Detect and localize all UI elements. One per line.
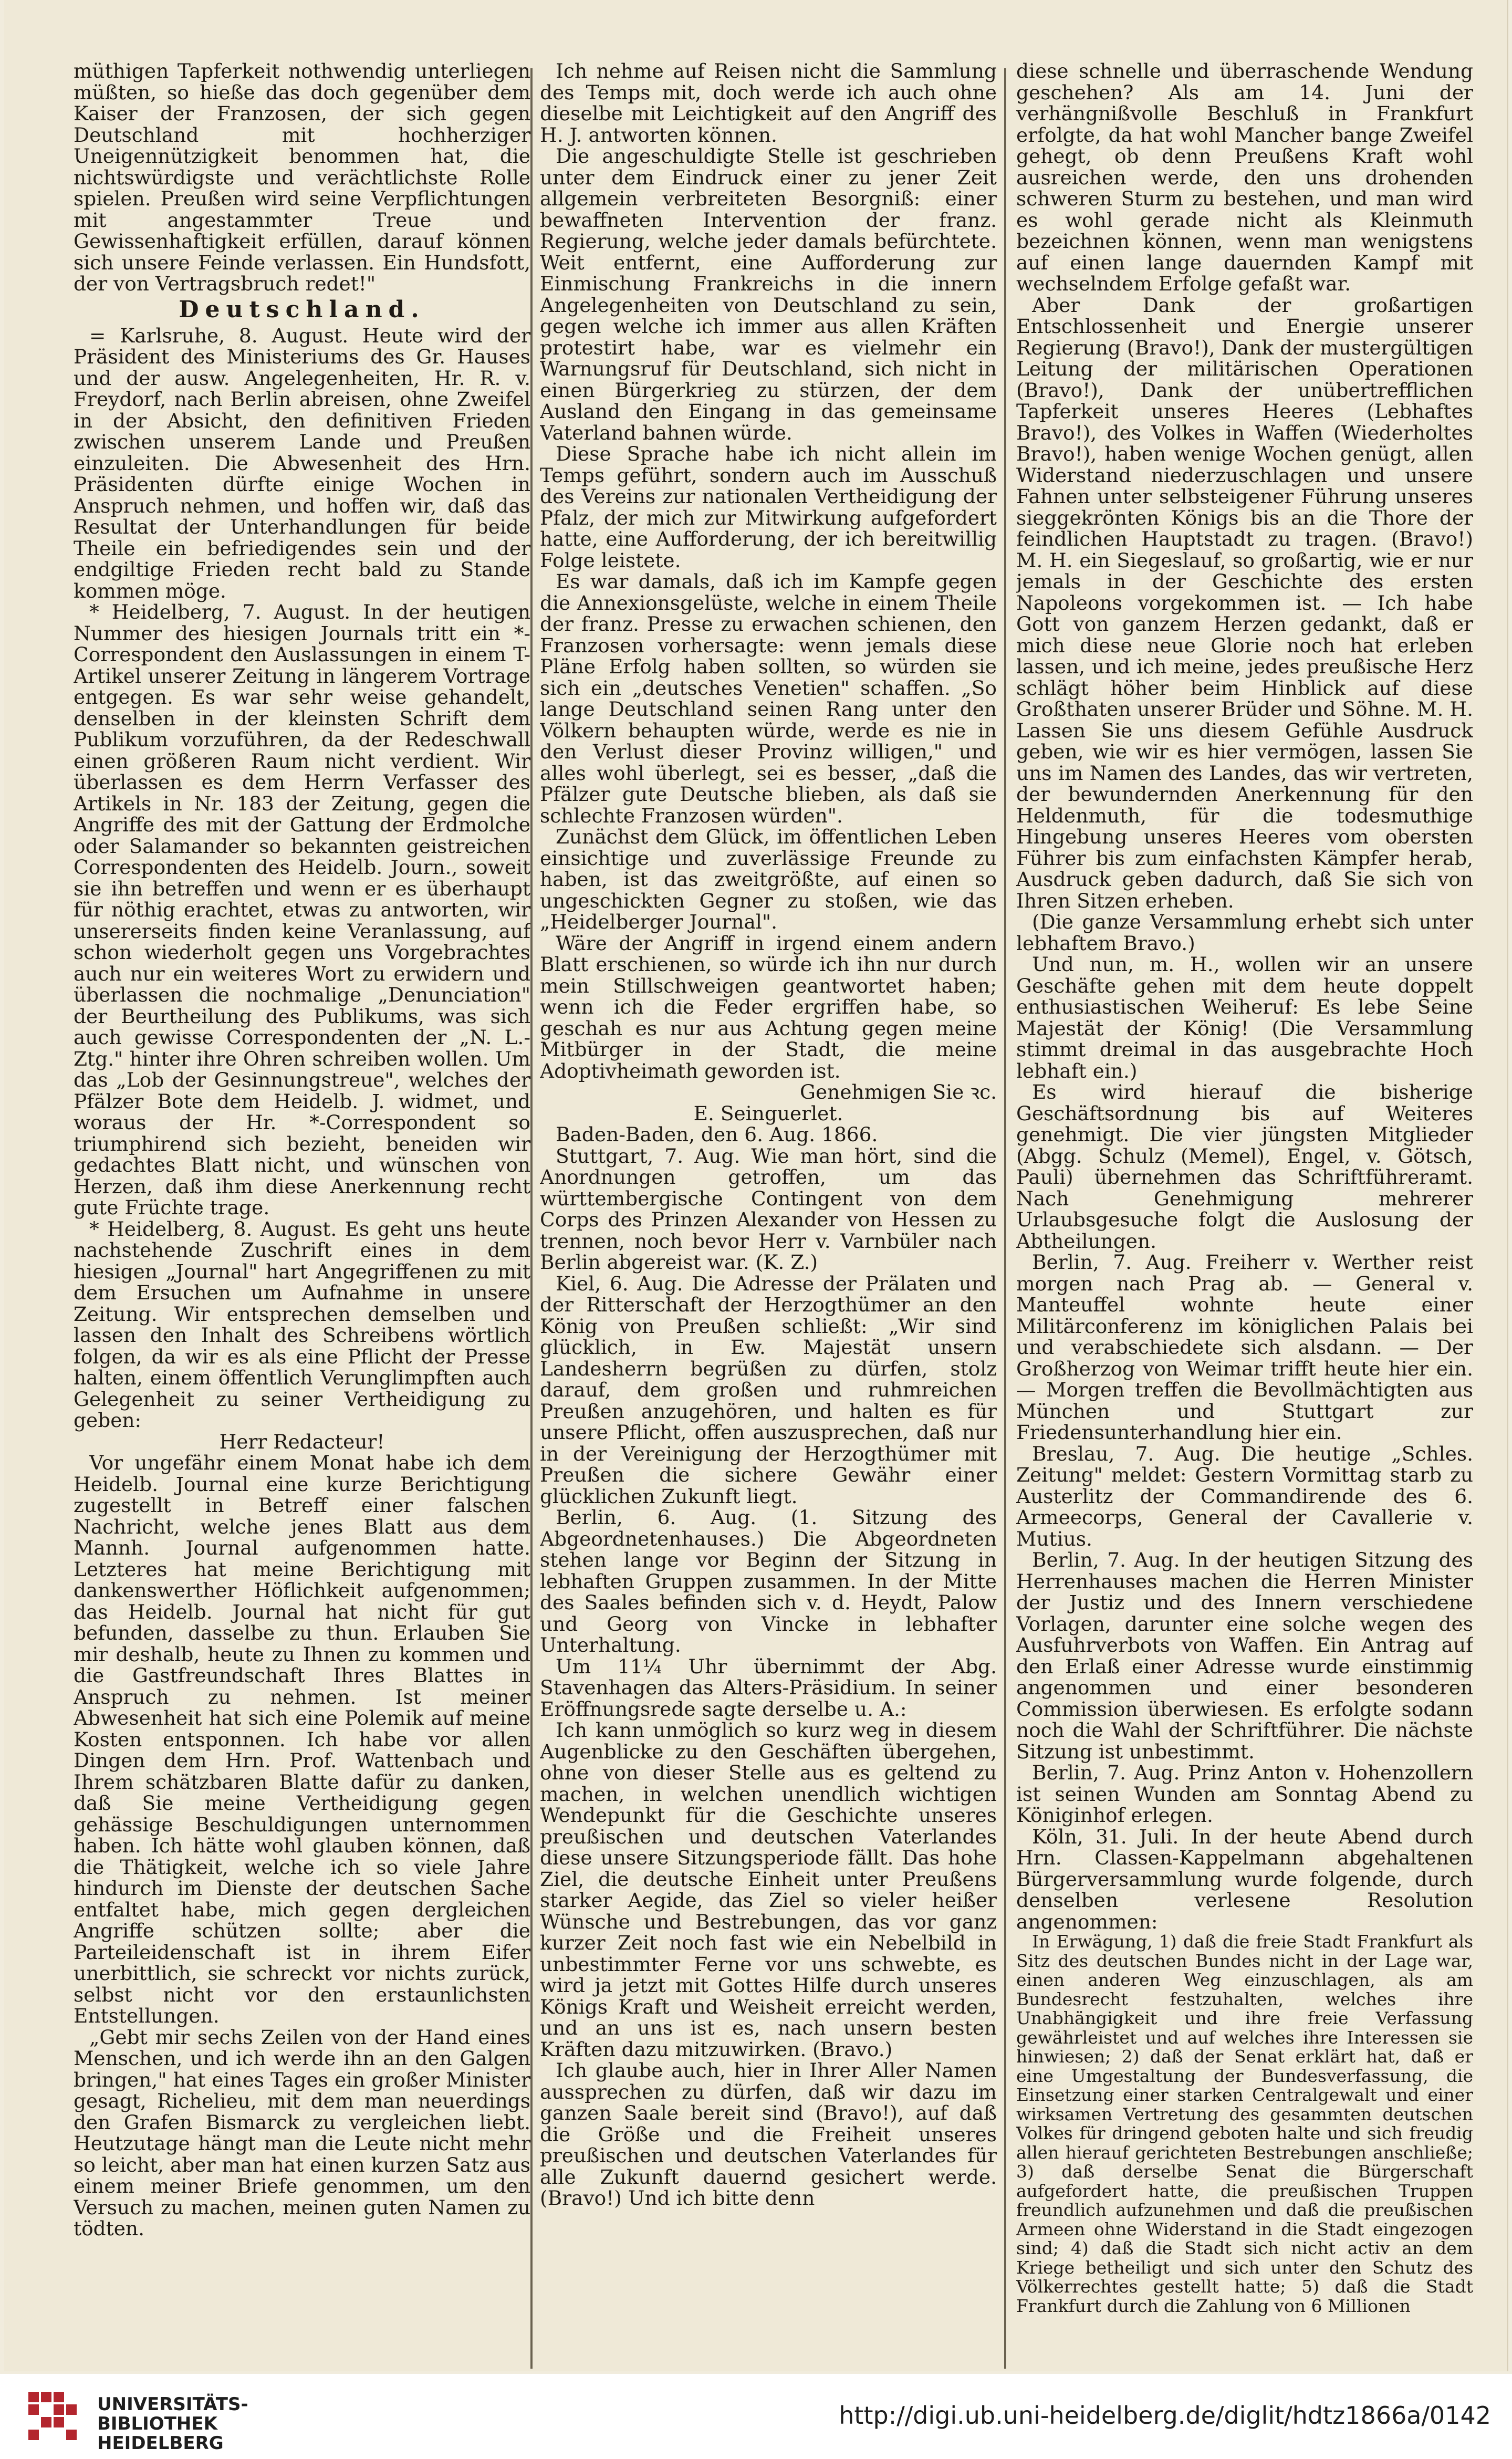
library-name-line: HEIDELBERG — [97, 2433, 224, 2454]
letter-dateline: Baden-Baden, den 6. Aug. 1866. — [556, 1123, 878, 1146]
article-paragraph: Und nun, m. H., wollen wir an unsere Geschäfte gehen mit dem heute doppelt enthusiastischen Weiheruf: Es lebe Seine Majestät der König! (Die Versammlung stimmt dreimal in das ausgebrachte Hoch lebhaft ein.) — [1016, 953, 1473, 1082]
article-paragraph: Um 11¼ Uhr übernimmt der Abg. Stavenhagen das Alters-Präsidium. In seiner Eröffnungsrede sagte derselbe u. A.: — [540, 1654, 997, 1721]
article-paragraph: Die angeschuldigte Stelle ist geschrieben unter dem Eindruck einer zu jener Zeit allgemein verbreiteten Besorgniß: einer bewaffneten Intervention der franz. Regierung, welche jeder damals befürchtete. Weit entfernt, eine Aufforderung zur Einmischung Frankreichs in die innern Angelegenheiten von Deutschland zu sein, gegen welche ich immer aus allen Kräften protestirt habe, war es vielmehr ein Warnungsruf für Deutschland, sich nicht in einen Bürgerkrieg zu stürzen, der dem Ausland den Eingang in das gemeinsame Vaterland bahnen würde. — [540, 144, 997, 444]
article-paragraph: Berlin, 6. Aug. (1. Sitzung des Abgeordnetenhauses.) Die Abgeordneten stehen lange vor Beginn der Sitzung in lebhaften Gruppen zusammen. In der Mitte des Saales befinden sich v. d. Heydt, Palow und Georg von Vincke in lebhafter Unterhaltung. — [540, 1506, 997, 1656]
article-paragraph: Kiel, 6. Aug. Die Adresse der Prälaten und der Ritterschaft der Herzogthümer an den König von Preußen schließt: „Wir sind glücklich, in Ew. Majestät unsern Landesherrn begrüßen zu dürfen, stolz darauf, dem großen und ruhmreichen Preußen anzugehören, und halten es für unsere Pflicht, offen auszusprechen, daß nur in der Vereinigung der Herzogthümer mit Preußen die sichere Gewähr einer glücklichen Zukunft liegt. — [540, 1272, 997, 1508]
article-paragraph: Ich glaube auch, hier in Ihrer Aller Namen aussprechen zu dürfen, daß wir dazu im ganzen Saale bereit sind (Bravo!), auf daß die Größe und die Freiheit unseres preußischen und deutschen Vaterlandes für alle Zukunft dauernd gesichert werde. (Bravo!) Und ich bitte denn — [540, 2059, 997, 2210]
column-divider — [530, 68, 533, 2369]
page-url-link[interactable]: http://digi.ub.uni-heidelberg.de/diglit/hdtz1866a/0142 — [839, 2401, 1491, 2430]
article-paragraph: Ich nehme auf Reisen nicht die Sammlung des Temps mit, doch werde ich auch ohne dieselbe mit Leichtigkeit auf den Angriff des H. J. antworten können. — [540, 60, 997, 147]
text-column-2 — [540, 60, 997, 2361]
library-name-line: UNIVERSITÄTS- — [97, 2394, 248, 2415]
article-paragraph: Vor ungefähr einem Monat habe ich dem Heidelb. Journal eine kurze Berichtigung zugestellt in Betreff einer falschen Nachricht, welche jenes Blatt aus dem Mannh. Journal aufgenommen hatte. Letzteres hat meine Berichtigung mit dankenswerther Höflichkeit aufgenommen; das Heidelb. Journal hat nicht für gut befunden, dasselbe zu thun. Erlauben Sie mir deshalb, heute zu Ihnen zu kommen und die Gastfreundschaft Ihres Blattes in Anspruch zu nehmen. Ist meiner Abwesenheit hat sich eine Polemik auf meine Kosten entsponnen. Ich habe vor allen Dingen dem Hrn. Prof. Wattenbach und Ihrem schätzbaren Blatte dafür zu danken, daß Sie meine Vertheidigung gegen gehässige Beschuldigungen unternommen haben. Ich hätte wohl glauben können, daß die Thätigkeit, welche ich so viele Jahre hindurch im Dienste der deutschen Sache entfaltet habe, mich gegen dergleichen Angriffe schützen sollte; aber die Parteileidenschaft ist in ihrem Eifer unerbittlich, sie schreckt vor nichts zurück, selbst nicht vor den erstaunlichsten Entstellungen. — [74, 1451, 530, 2027]
article-paragraph: Wäre der Angriff in irgend einem andern Blatt erschienen, so würde ich ihn nur durch mein Stillschweigen geantwortet haben; wenn ich die Feder ergriffen habe, so geschah es nur aus Achtung gegen meine Mitbürger in der Stadt, die meine Adoptivheimath geworden ist. — [540, 931, 997, 1082]
article-paragraph: Köln, 31. Juli. In der heute Abend durch Hrn. Classen-Kappelmann abgehaltenen Bürgerversammlung wurde folgende, durch denselben verlesene Resolution angenommen: — [1016, 1825, 1473, 1933]
digitization-footer — [0, 2374, 1512, 2459]
article-paragraph: Es wird hierauf die bisherige Geschäftsordnung bis auf Weiteres genehmigt. Die vier jüngsten Mitglieder (Abgg. Schulz (Memel), Engel, v. Götsch, Pauli) übernehmen das Schriftführeramt. Nach Genehmigung mehrerer Urlaubsgesuche folgt die Auslosung der Abtheilungen. — [1016, 1080, 1473, 1253]
article-paragraph: Berlin, 7. Aug. Freiherr v. Werther reist morgen nach Prag ab. — General v. Manteuffel wohnte heute einer Militärconferenz im königlichen Palais bei und verabschiedete sich alsdann. — Der Großherzog von Weimar trifft heute hier ein. — Morgen treffen die Bevollmächtigten aus München und Stuttgart zur Friedensunterhandlung hier ein. — [1016, 1251, 1473, 1444]
article-paragraph: Berlin, 7. Aug. In der heutigen Sitzung des Herrenhauses machen die Herren Minister der Justiz und des Innern verschiedene Vorlagen, darunter eine solche wegen des Ausfuhrverbots von Waffen. Ein Antrag auf den Erlaß einer Adresse wurde einstimmig angenommen und einer besonderen Commission überwiesen. Es erfolgte sodann noch die Wahl der Schriftführer. Die nächste Sitzung ist unbestimmt. — [1016, 1548, 1473, 1763]
library-logo-icon — [21, 2384, 83, 2446]
library-name-line: BIBLIOTHEK — [97, 2413, 217, 2434]
article-paragraph: Es war damals, daß ich im Kampfe gegen die Annexionsgelüste, welche in einem Theile der franz. Presse zu erwachen schienen, den Franzosen vorhersagte: wenn jemals diese Pläne Erfolg haben sollten, so würden sie sich ein „deutsches Venetien" schaffen. „So lange Deutschland seinen Rang unter den Völkern behaupten würde, werde es nie in den Verlust dieser Provinz willigen," und alles wohl überlegt, sei es besser, „daß die Pfälzer gute Deutsche blieben, als daß sie schlechte Franzosen würden". — [540, 570, 997, 827]
article-paragraph: * Heidelberg, 7. August. In der heutigen Nummer des hiesigen Journals tritt ein *-Correspondent den Auslassungen in einem T-Artikel unserer Zeitung in längerem Vortrage entgegen. Es war sehr weise gehandelt, denselben in der kleinsten Schrift dem Publikum vorzuführen, da der Redeschwall einen größeren Raum nicht verdient. Wir überlassen es dem Herrn Verfasser des Artikels in Nr. 183 der Zeitung, gegen die Angriffe des mit der Gattung der Erdmolche oder Salamander so bekannten geistreichen Correspondenten des Heidelb. Journ., soweit sie ihn betreffen und wenn er es überhaupt für nöthig erachtet, etwas zu antworten, wir unsererseits finden keine Veranlassung, auf schon wiederholt gegen uns Vorgebrachtes auch nur ein weiteres Wort zu erwidern und überlassen die nochmalige „Denunciation" der Beurtheilung des Publikums, was sich auch gewisse Correspondenten der „N. L.-Ztg." hinter ihre Ohren schreiben wollen. Um das „Lob der Gesinnungstreue", welches der Pfälzer Bote dem Heidelb. J. widmet, und woraus der Hr. *-Correspondent so triumphirend sich bezieht, beneiden wir gedachtes Blatt nicht, und wünschen von Herzen, daß ihm diese Anerkennung recht gute Früchte trage. — [74, 600, 530, 1219]
letter-signature: E. Seinguerlet. — [693, 1101, 843, 1125]
article-paragraph: Breslau, 7. Aug. Die heutige „Schles. Zeitung" meldet: Gestern Vormittag starb zu Austerlitz der Commandirende des 6. Armeecorps, General der Cavallerie v. Mutius. — [1016, 1442, 1473, 1550]
resolution-text: In Erwägung, 1) daß die freie Stadt Frankfurt als Sitz des deutschen Bundes nicht in der Lage war, einen anderen Weg einzuschlagen, als am Bundesrecht festzuhalten, welches ihre Unabhängigkeit und ihre freie Verfassung gewährleistet und auf welches ihre Interessen sie hinwiesen; 2) daß der Senat erklärt hat, daß er eine Umgestaltung der Bundesverfassung, die Einsetzung einer starken Centralgewalt und einer wirksamen Vertretung des gesammten deutschen Volkes für dringend geboten halte und sich freudig allen hierauf gerichteten Bestrebungen anschließe; 3) daß derselbe Senat die Bürgerschaft aufgefordert hatte, die preußischen Truppen freundlich aufzunehmen und daß die preußischen Armeen ohne Widerstand in die Stadt eingezogen sind; 4) daß die Stadt sich nicht activ an dem Kriege betheiligt und sich unter den Schutz des Völkerrechtes gestellt hatte; 5) daß die Stadt Frankfurt durch die Zahlung von 6 Millionen — [1016, 1931, 1473, 2316]
letter-salutation: Herr Redacteur! — [219, 1430, 385, 1453]
article-paragraph: diese schnelle und überraschende Wendung geschehen? Als am 14. Juni der verhängnißvolle Beschluß in Frankfurt erfolgte, da hat wohl Mancher bange Zweifel gehegt, ob denn Preußens Kraft wohl ausreichen werde, den uns drohenden schweren Sturm zu bestehen, und man wird es wohl gerade nicht als Kleinmuth bezeichnen können, wenn man wenigstens auf einen lange dauernden Kampf mit wechselndem Erfolge gefaßt war. — [1016, 60, 1473, 295]
article-paragraph: Aber Dank der großartigen Entschlossenheit und Energie unserer Regierung (Bravo!), Dank der mustergültigen Leitung der militärischen Operationen (Bravo!), Dank der unübertrefflichen Tapferkeit unseres Heeres (Lebhaftes Bravo!), des Volkes in Waffen (Wiederholtes Bravo!), haben wenige Wochen genügt, allen Widerstand niederzuschlagen und unsere Fahnen unter selbsteigener Führung unseres sieggekrönten Königs bis an die Thore der feindlichen Hauptstadt zu tragen. (Bravo!) M. H. ein Siegeslauf, so großartig, wie er nur jemals in der Geschichte des ersten Napoleons vorgekommen ist. — Ich habe Gott von ganzem Herzen gedankt, daß er mich diese neue Glorie noch hat erleben lassen, und ich meine, jedes preußische Herz schlägt höher beim Hinblick auf diese Großthaten unserer Brüder und Söhne. M. H. Lassen Sie uns diesem Gefühle Ausdruck geben, wie wir es hier vermögen, lassen Sie uns im Namen des Landes, das wir vertreten, der bewundernden Anerkennung für den Heldenmuth, für die todesmuthige Hingebung unseres Heeres vom obersten Führer bis zum einfachsten Kämpfer herab, Ausdruck geben dadurch, daß Sie sich von Ihren Sitzen erheben. — [1016, 293, 1473, 912]
article-paragraph: Ich kann unmöglich so kurz weg in diesem Augenblicke zu den Geschäften übergehen, ohne von dieser Stelle aus es geltend zu machen, in welchen unendlich wichtigen Wendepunkt für die Geschichte unseres preußischen und deutschen Vaterlandes diese unsere Sitzungsperiode fällt. Das hohe Ziel, die deutsche Einheit unter Preußens starker Aegide, das Ziel so vieler heißer Wünsche und Bestrebungen, das vor ganz kurzer Zeit noch fast wie ein Nebelbild in unbestimmter Ferne vor uns schwebte, es wird ja jetzt mit Gottes Hilfe durch unseres Königs Kraft und Weisheit erreicht werden, und an uns ist es, nach unsern besten Kräften dazu mitzuwirken. (Bravo.) — [540, 1718, 997, 2061]
library-name — [97, 2395, 248, 2453]
article-paragraph: = Karlsruhe, 8. August. Heute wird der Präsident des Ministeriums des Gr. Hauses und der ausw. Angelegenheiten, Hr. R. v. Freydorf, nach Berlin abreisen, ohne Zweifel in der Absicht, den definitiven Frieden zwischen unserem Lande und Preußen einzuleiten. Die Abwesenheit des Hrn. Präsidenten dürfte einige Wochen in Anspruch nehmen, und hoffen wir, daß das Resultat der Unterhandlungen für beide Theile ein befriedigendes sein und der endgiltige Frieden recht bald zu Stande kommen möge. — [74, 324, 530, 602]
article-paragraph: Stuttgart, 7. Aug. Wie man hört, sind die Anordnungen getroffen, um das württembergische Contingent von dem Corps des Prinzen Alexander von Hessen zu trennen, noch bevor Herr v. Varnbüler nach Berlin abgereist war. (K. Z.) — [540, 1144, 997, 1274]
article-paragraph: Diese Sprache habe ich nicht allein im Temps geführt, sondern auch im Ausschuß des Vereins zur nationalen Vertheidigung der Pfalz, der mich zur Mitwirkung aufgefordert hatte, eine Aufforderung, der ich bereitwillig Folge leistete. — [540, 442, 997, 572]
text-column-1 — [74, 60, 530, 2361]
text-column-3 — [1016, 60, 1473, 2361]
section-heading: Deutschland. — [179, 296, 425, 323]
column-divider — [1004, 68, 1006, 2369]
article-paragraph: (Die ganze Versammlung erhebt sich unter lebhaftem Bravo.) — [1016, 910, 1473, 955]
article-paragraph: „Gebt mir sechs Zeilen von der Hand eines Menschen, und ich werde ihn an den Galgen bringen," hat eines Tages ein großer Minister gesagt, Richelieu, mit dem man neuerdings den Grafen Bismarck zu vergleichen liebt. Heutzutage hängt man die Leute nicht mehr so leicht, aber man hat einen kurzen Satz aus einem meiner Briefe genommen, um den Versuch zu machen, meinen guten Namen zu tödten. — [74, 2025, 530, 2240]
letter-closing: Genehmigen Sie ꝛc. — [800, 1080, 997, 1103]
article-paragraph: Zunächst dem Glück, im öffentlichen Leben einsichtige und zuverlässige Freunde zu haben, ist das zweitgrößte, auf einen so ungeschickten Gegner zu stoßen, wie das „Heidelberger Journal". — [540, 825, 997, 933]
article-paragraph: müthigen Tapferkeit nothwendig unterliegen müßten, so hieße das doch gegenüber dem Kaiser der Franzosen, der sich gegen Deutschland mit hochherziger Uneigennützigkeit benommen hat, die nichtswürdigste und verächtlichste Rolle spielen. Preußen wird seine Verpflichtungen mit angestammter Treue und Gewissenhaftigkeit erfüllen, darauf können sich unsere Feinde verlassen. Ein Hundsfott, der von Vertragsbruch redet!" — [74, 60, 530, 295]
article-paragraph: Berlin, 7. Aug. Prinz Anton v. Hohenzollern ist seinen Wunden am Sonntag Abend zu Königinhof erlegen. — [1016, 1761, 1473, 1827]
article-paragraph: * Heidelberg, 8. August. Es geht uns heute nachstehende Zuschrift eines in dem hiesigen „Journal" hart Angegriffenen zu mit dem Ersuchen um Aufnahme in unsere Zeitung. Wir entsprechen demselben und lassen den Inhalt des Schreibens wörtlich folgen, da wir es als eine Pflicht der Presse halten, einem öffentlich Verunglimpften auch Gelegenheit zu seiner Vertheidigung zu geben: — [74, 1217, 530, 1432]
